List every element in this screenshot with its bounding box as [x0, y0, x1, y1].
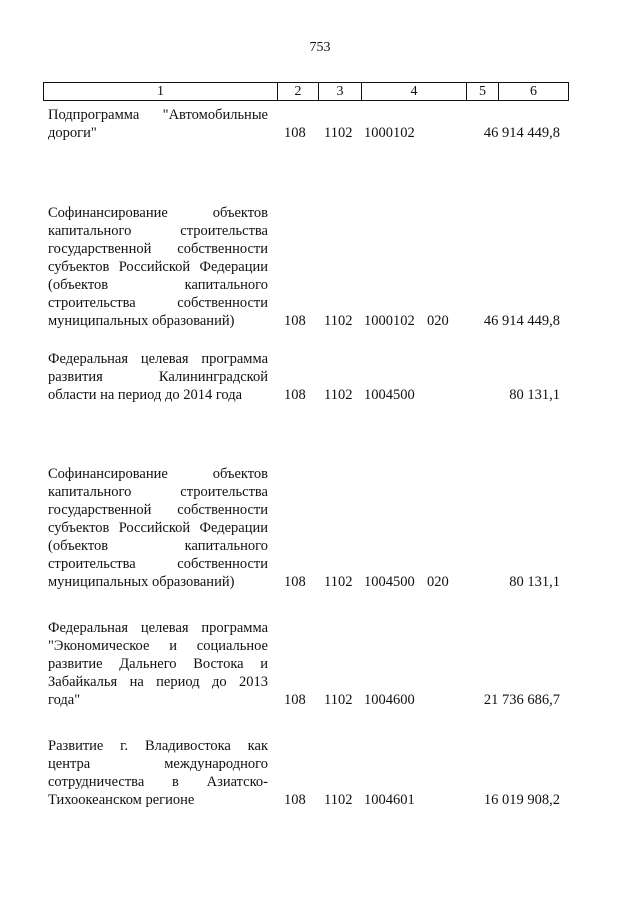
cell-col-4: 1004601 — [364, 792, 415, 808]
name-line: развития Калининградской — [48, 369, 268, 385]
cell-col-3: 1102 — [324, 387, 353, 403]
cell-col-6: 80 131,1 — [509, 574, 560, 590]
cell-col-2: 108 — [284, 313, 306, 329]
cell-col-6: 80 131,1 — [509, 387, 560, 403]
row-name — [48, 465, 268, 591]
cell-col-5: 020 — [427, 313, 449, 329]
cell-col-3: 1102 — [324, 125, 353, 141]
name-line: (объектов капитального — [48, 277, 268, 293]
cell-col-2: 108 — [284, 387, 306, 403]
cell-col-3: 1102 — [324, 692, 353, 708]
table-header — [43, 82, 569, 101]
name-line: строительства собственности — [48, 295, 268, 311]
row-name — [48, 204, 268, 330]
name-line: муниципальных образований) — [48, 313, 235, 329]
name-line: сотрудничества в Азиатско- — [48, 774, 268, 790]
cell-col-4: 1000102 — [364, 313, 415, 329]
cell-col-6: 21 736 686,7 — [483, 692, 560, 708]
name-line: дороги" — [48, 125, 97, 141]
name-line: муниципальных образований) — [48, 574, 235, 590]
name-line: субъектов Российской Федерации — [48, 520, 268, 536]
name-line: субъектов Российской Федерации — [48, 259, 268, 275]
name-line: года" — [48, 692, 81, 708]
page-number: 753 — [309, 40, 331, 55]
name-line: государственной собственности — [48, 502, 268, 518]
cell-col-4: 1004500 — [364, 387, 415, 403]
cell-col-6: 16 019 908,2 — [483, 792, 560, 808]
cell-col-2: 108 — [284, 574, 306, 590]
header-col-2: 2 — [277, 83, 318, 100]
cell-col-3: 1102 — [324, 313, 353, 329]
cell-col-4: 1000102 — [364, 125, 415, 141]
name-line: "Экономическое и социальное — [48, 638, 268, 654]
header-col-1: 1 — [157, 84, 164, 99]
name-line: Софинансирование объектов — [48, 205, 268, 221]
cell-col-2: 108 — [284, 792, 306, 808]
cell-col-3: 1102 — [324, 792, 353, 808]
cell-col-6: 46 914 449,8 — [483, 313, 560, 329]
row-name — [48, 106, 268, 142]
row-name — [48, 619, 268, 709]
cell-col-2: 108 — [284, 692, 306, 708]
name-line: строительства собственности — [48, 556, 268, 572]
header-col-3: 3 — [318, 83, 361, 100]
cell-col-4: 1004600 — [364, 692, 415, 708]
name-line: Развитие г. Владивостока как — [48, 738, 268, 754]
name-line: Федеральная целевая программа — [48, 351, 268, 367]
header-col-6: 6 — [498, 83, 568, 100]
cell-col-6: 46 914 449,8 — [483, 125, 560, 141]
header-col-5: 5 — [466, 83, 498, 100]
row-name — [48, 350, 268, 404]
cell-col-4: 1004500 — [364, 574, 415, 590]
name-line: Федеральная целевая программа — [48, 620, 268, 636]
cell-col-3: 1102 — [324, 574, 353, 590]
name-line: центра международного — [48, 756, 268, 772]
header-col-4: 4 — [361, 83, 466, 100]
name-line: (объектов капитального — [48, 538, 268, 554]
name-line: капитального строительства — [48, 223, 268, 239]
name-line: развитие Дальнего Востока и — [48, 656, 268, 672]
name-line: Софинансирование объектов — [48, 466, 268, 482]
row-name — [48, 737, 268, 809]
name-line: области на период до 2014 года — [48, 387, 243, 403]
name-line: государственной собственности — [48, 241, 268, 257]
name-line: Забайкалья на период до 2013 — [48, 674, 268, 690]
cell-col-2: 108 — [284, 125, 306, 141]
name-line: Тихоокеанском регионе — [48, 792, 195, 808]
name-line: капитального строительства — [48, 484, 268, 500]
cell-col-5: 020 — [427, 574, 449, 590]
name-line: Подпрограмма "Автомобильные — [48, 107, 268, 123]
